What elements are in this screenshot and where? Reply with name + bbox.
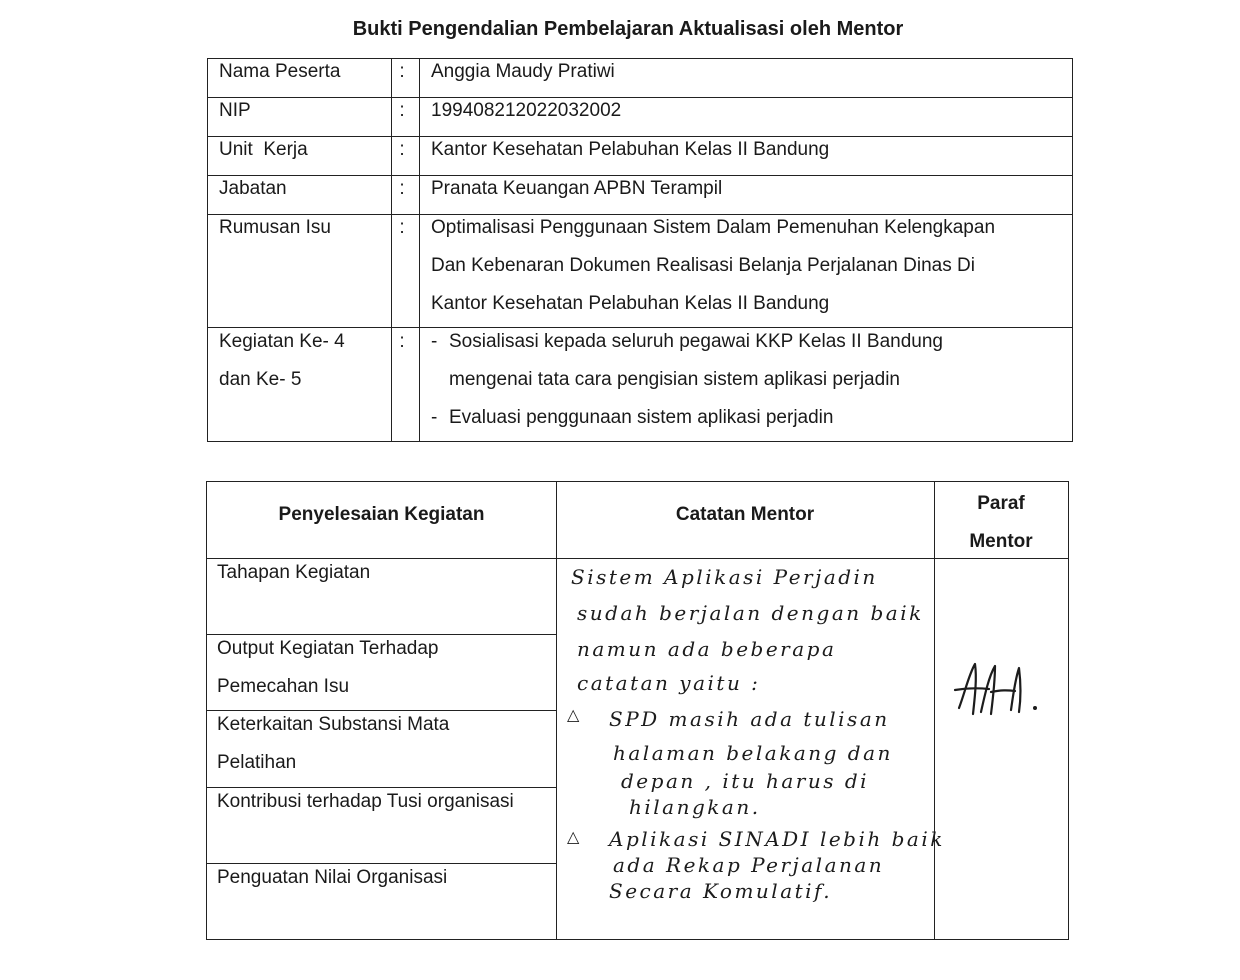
label-rumusan-isu: Rumusan Isu [219, 217, 331, 238]
row-line: Pelatihan [217, 752, 297, 773]
row-line: Penguatan Nilai Organisasi [217, 867, 448, 888]
value-nama-peserta: Anggia Maudy Pratiwi [431, 61, 615, 82]
row-tahapan-kegiatan [217, 554, 557, 592]
note-line: sudah berjalan dengan baik [577, 601, 924, 625]
label-jabatan: Jabatan [219, 178, 287, 199]
value-kegiatan [431, 323, 943, 437]
bullet-item [431, 361, 943, 399]
rumusan-line: Optimalisasi Penggunaan Sistem Dalam Pemenuhan Kelengkapan [431, 217, 996, 238]
header-paraf-mentor [934, 485, 1068, 561]
header-catatan-mentor: Catatan Mentor [675, 504, 815, 525]
label-kegiatan [219, 323, 345, 399]
label-nama-peserta: Nama Peserta [219, 61, 341, 82]
label-line: dan Ke- 5 [219, 369, 302, 390]
header-penyelesaian-kegiatan: Penyelesaian Kegiatan [278, 504, 485, 525]
bullet-dash: - [431, 407, 438, 428]
row-line: Kontribusi terhadap Tusi organisasi [217, 791, 514, 812]
column-divider [419, 59, 420, 441]
value-nip: 199408212022032002 [431, 100, 622, 121]
colon: : [399, 139, 405, 160]
bullet-item [431, 399, 943, 437]
row-penguatan-nilai [217, 859, 557, 897]
bullet-item [431, 323, 943, 361]
note-line: Secara Komulatif. [609, 879, 833, 903]
row-divider [208, 97, 1072, 98]
note-bullet-marker: △ [567, 705, 582, 724]
label-line: Kegiatan Ke- 4 [219, 331, 345, 352]
note-line: SPD masih ada tulisan [609, 707, 890, 731]
header-line: Mentor [969, 531, 1033, 552]
bullet-text: Evaluasi penggunaan sistem aplikasi perjadin [449, 407, 834, 428]
value-rumusan-isu [431, 209, 995, 323]
mentor-signature [945, 652, 1055, 732]
note-line: depan , itu harus di [621, 769, 870, 793]
colon: : [399, 178, 405, 199]
label-unit-kerja: Unit Kerja [219, 139, 308, 160]
rumusan-line: Dan Kebenaran Dokumen Realisasi Belanja Perjalanan Dinas Di [431, 255, 975, 276]
note-line: hilangkan. [629, 795, 761, 819]
row-line: Pemecahan Isu [217, 676, 350, 697]
note-line: Aplikasi SINADI lebih baik [609, 827, 945, 851]
row-kontribusi-tusi [217, 783, 557, 821]
value-unit-kerja: Kantor Kesehatan Pelabuhan Kelas II Bandung [431, 139, 830, 160]
colon: : [399, 217, 405, 238]
row-line: Keterkaitan Substansi Mata [217, 714, 450, 735]
colon: : [399, 100, 405, 121]
label-nip: NIP [219, 100, 251, 121]
value-jabatan: Pranata Keuangan APBN Terampil [431, 178, 723, 199]
row-output-kegiatan [217, 630, 557, 706]
row-keterkaitan-substansi [217, 706, 557, 782]
document-title: Bukti Pengendalian Pembelajaran Aktualisasi oleh Mentor [352, 18, 904, 40]
bullet-text: Sosialisasi kepada seluruh pegawai KKP Kelas II Bandung [449, 331, 943, 352]
header-line: Paraf [977, 493, 1025, 514]
bullet-text: mengenai tata cara pengisian sistem aplikasi perjadin [449, 369, 900, 390]
rumusan-line: Kantor Kesehatan Pelabuhan Kelas II Bandung [431, 293, 830, 314]
note-line: Sistem Aplikasi Perjadin [571, 565, 878, 589]
note-line: namun ada beberapa [577, 637, 837, 661]
colon: : [399, 61, 405, 82]
row-line: Tahapan Kegiatan [217, 562, 371, 583]
handwritten-mentor-note [565, 564, 945, 904]
row-line: Output Kegiatan Terhadap [217, 638, 439, 659]
mentor-table [206, 481, 1069, 940]
note-line: halaman belakang dan [613, 741, 893, 765]
note-line: catatan yaitu : [577, 671, 761, 695]
colon: : [399, 331, 405, 352]
note-line: ada Rekap Perjalanan [613, 853, 885, 877]
note-bullet-marker: △ [567, 827, 582, 846]
participant-table [207, 58, 1073, 442]
bullet-dash: - [431, 331, 438, 352]
